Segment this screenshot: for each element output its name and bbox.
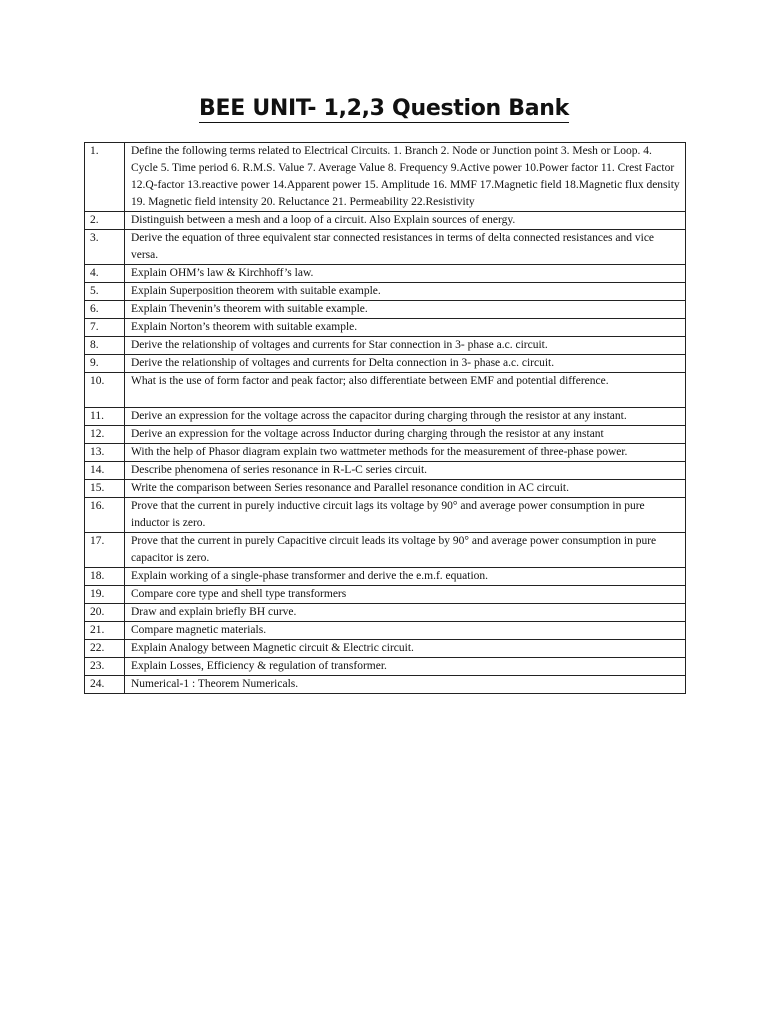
question-text: Compare magnetic materials. bbox=[125, 622, 686, 640]
question-text: Derive the relationship of voltages and currents for Delta connection in 3- phase a.c. circuit. bbox=[125, 355, 686, 373]
question-row bbox=[85, 586, 686, 604]
question-number: 19. bbox=[85, 586, 125, 604]
question-number: 7. bbox=[85, 319, 125, 337]
question-row bbox=[85, 480, 686, 498]
question-table-body bbox=[85, 143, 686, 694]
question-text: Explain Superposition theorem with suitable example. bbox=[125, 283, 686, 301]
question-text: Describe phenomena of series resonance in R-L-C series circuit. bbox=[125, 462, 686, 480]
question-row bbox=[85, 498, 686, 533]
question-text: Compare core type and shell type transformers bbox=[125, 586, 686, 604]
question-text: Explain Thevenin’s theorem with suitable example. bbox=[125, 301, 686, 319]
question-number: 2. bbox=[85, 212, 125, 230]
question-number: 9. bbox=[85, 355, 125, 373]
page-title bbox=[0, 93, 768, 125]
question-number: 21. bbox=[85, 622, 125, 640]
question-number: 13. bbox=[85, 444, 125, 462]
question-text: Prove that the current in purely inductive circuit lags its voltage by 90° and average power consumption in pure inductor is zero. bbox=[125, 498, 686, 533]
question-text: Explain Norton’s theorem with suitable example. bbox=[125, 319, 686, 337]
question-row bbox=[85, 373, 686, 408]
question-number: 23. bbox=[85, 658, 125, 676]
question-text: Derive an expression for the voltage across Inductor during charging through the resistor at any instant bbox=[125, 426, 686, 444]
question-table bbox=[84, 142, 686, 694]
question-text: What is the use of form factor and peak factor; also differentiate between EMF and potential difference. bbox=[125, 373, 686, 408]
question-number: 18. bbox=[85, 568, 125, 586]
question-row bbox=[85, 622, 686, 640]
question-number: 20. bbox=[85, 604, 125, 622]
question-row bbox=[85, 337, 686, 355]
question-number: 1. bbox=[85, 143, 125, 212]
question-text: Derive the equation of three equivalent star connected resistances in terms of delta connected resistances and vice versa. bbox=[125, 230, 686, 265]
question-text: Explain working of a single-phase transformer and derive the e.m.f. equation. bbox=[125, 568, 686, 586]
question-number: 22. bbox=[85, 640, 125, 658]
question-row bbox=[85, 676, 686, 694]
question-text: Define the following terms related to Electrical Circuits. 1. Branch 2. Node or Junction point 3. Mesh or Loop. 4. Cycle 5. Time period 6. R.M.S. Value 7. Average Value 8. Frequency 9.Active power 10.Power factor 11. Crest Factor 12.Q-factor 13.reactive power 14.Apparent power 15. Amplitude 16. MMF 17.Magnetic field 18.Magnetic flux density 19. Magnetic field intensity 20. Reluctance 21. Permeability 22.Resistivity bbox=[125, 143, 686, 212]
question-number: 14. bbox=[85, 462, 125, 480]
question-number: 11. bbox=[85, 408, 125, 426]
question-row bbox=[85, 408, 686, 426]
question-text: Draw and explain briefly BH curve. bbox=[125, 604, 686, 622]
question-number: 24. bbox=[85, 676, 125, 694]
question-text: Explain Losses, Efficiency & regulation of transformer. bbox=[125, 658, 686, 676]
question-number: 5. bbox=[85, 283, 125, 301]
question-text: Explain OHM’s law & Kirchhoff’s law. bbox=[125, 265, 686, 283]
question-number: 4. bbox=[85, 265, 125, 283]
question-number: 15. bbox=[85, 480, 125, 498]
question-row bbox=[85, 319, 686, 337]
question-number: 6. bbox=[85, 301, 125, 319]
question-text: Write the comparison between Series resonance and Parallel resonance condition in AC circuit. bbox=[125, 480, 686, 498]
question-row bbox=[85, 143, 686, 212]
question-row bbox=[85, 640, 686, 658]
question-row bbox=[85, 568, 686, 586]
question-row bbox=[85, 355, 686, 373]
question-row bbox=[85, 212, 686, 230]
question-row bbox=[85, 283, 686, 301]
question-number: 17. bbox=[85, 533, 125, 568]
question-text: With the help of Phasor diagram explain two wattmeter methods for the measurement of three-phase power. bbox=[125, 444, 686, 462]
question-row bbox=[85, 265, 686, 283]
question-row bbox=[85, 444, 686, 462]
question-row bbox=[85, 462, 686, 480]
question-row bbox=[85, 301, 686, 319]
question-number: 3. bbox=[85, 230, 125, 265]
question-row bbox=[85, 604, 686, 622]
page-title-text: BEE UNIT- 1,2,3 Question Bank bbox=[199, 96, 569, 121]
question-number: 10. bbox=[85, 373, 125, 408]
question-number: 12. bbox=[85, 426, 125, 444]
question-row bbox=[85, 230, 686, 265]
question-text: Derive an expression for the voltage across the capacitor during charging through the resistor at any instant. bbox=[125, 408, 686, 426]
question-number: 8. bbox=[85, 337, 125, 355]
question-text: Prove that the current in purely Capacitive circuit leads its voltage by 90° and average power consumption in pure capacitor is zero. bbox=[125, 533, 686, 568]
question-row bbox=[85, 658, 686, 676]
question-text: Distinguish between a mesh and a loop of a circuit. Also Explain sources of energy. bbox=[125, 212, 686, 230]
question-text: Derive the relationship of voltages and currents for Star connection in 3- phase a.c. circuit. bbox=[125, 337, 686, 355]
question-text: Numerical-1 : Theorem Numericals. bbox=[125, 676, 686, 694]
question-row bbox=[85, 426, 686, 444]
question-text: Explain Analogy between Magnetic circuit & Electric circuit. bbox=[125, 640, 686, 658]
question-number: 16. bbox=[85, 498, 125, 533]
question-row bbox=[85, 533, 686, 568]
